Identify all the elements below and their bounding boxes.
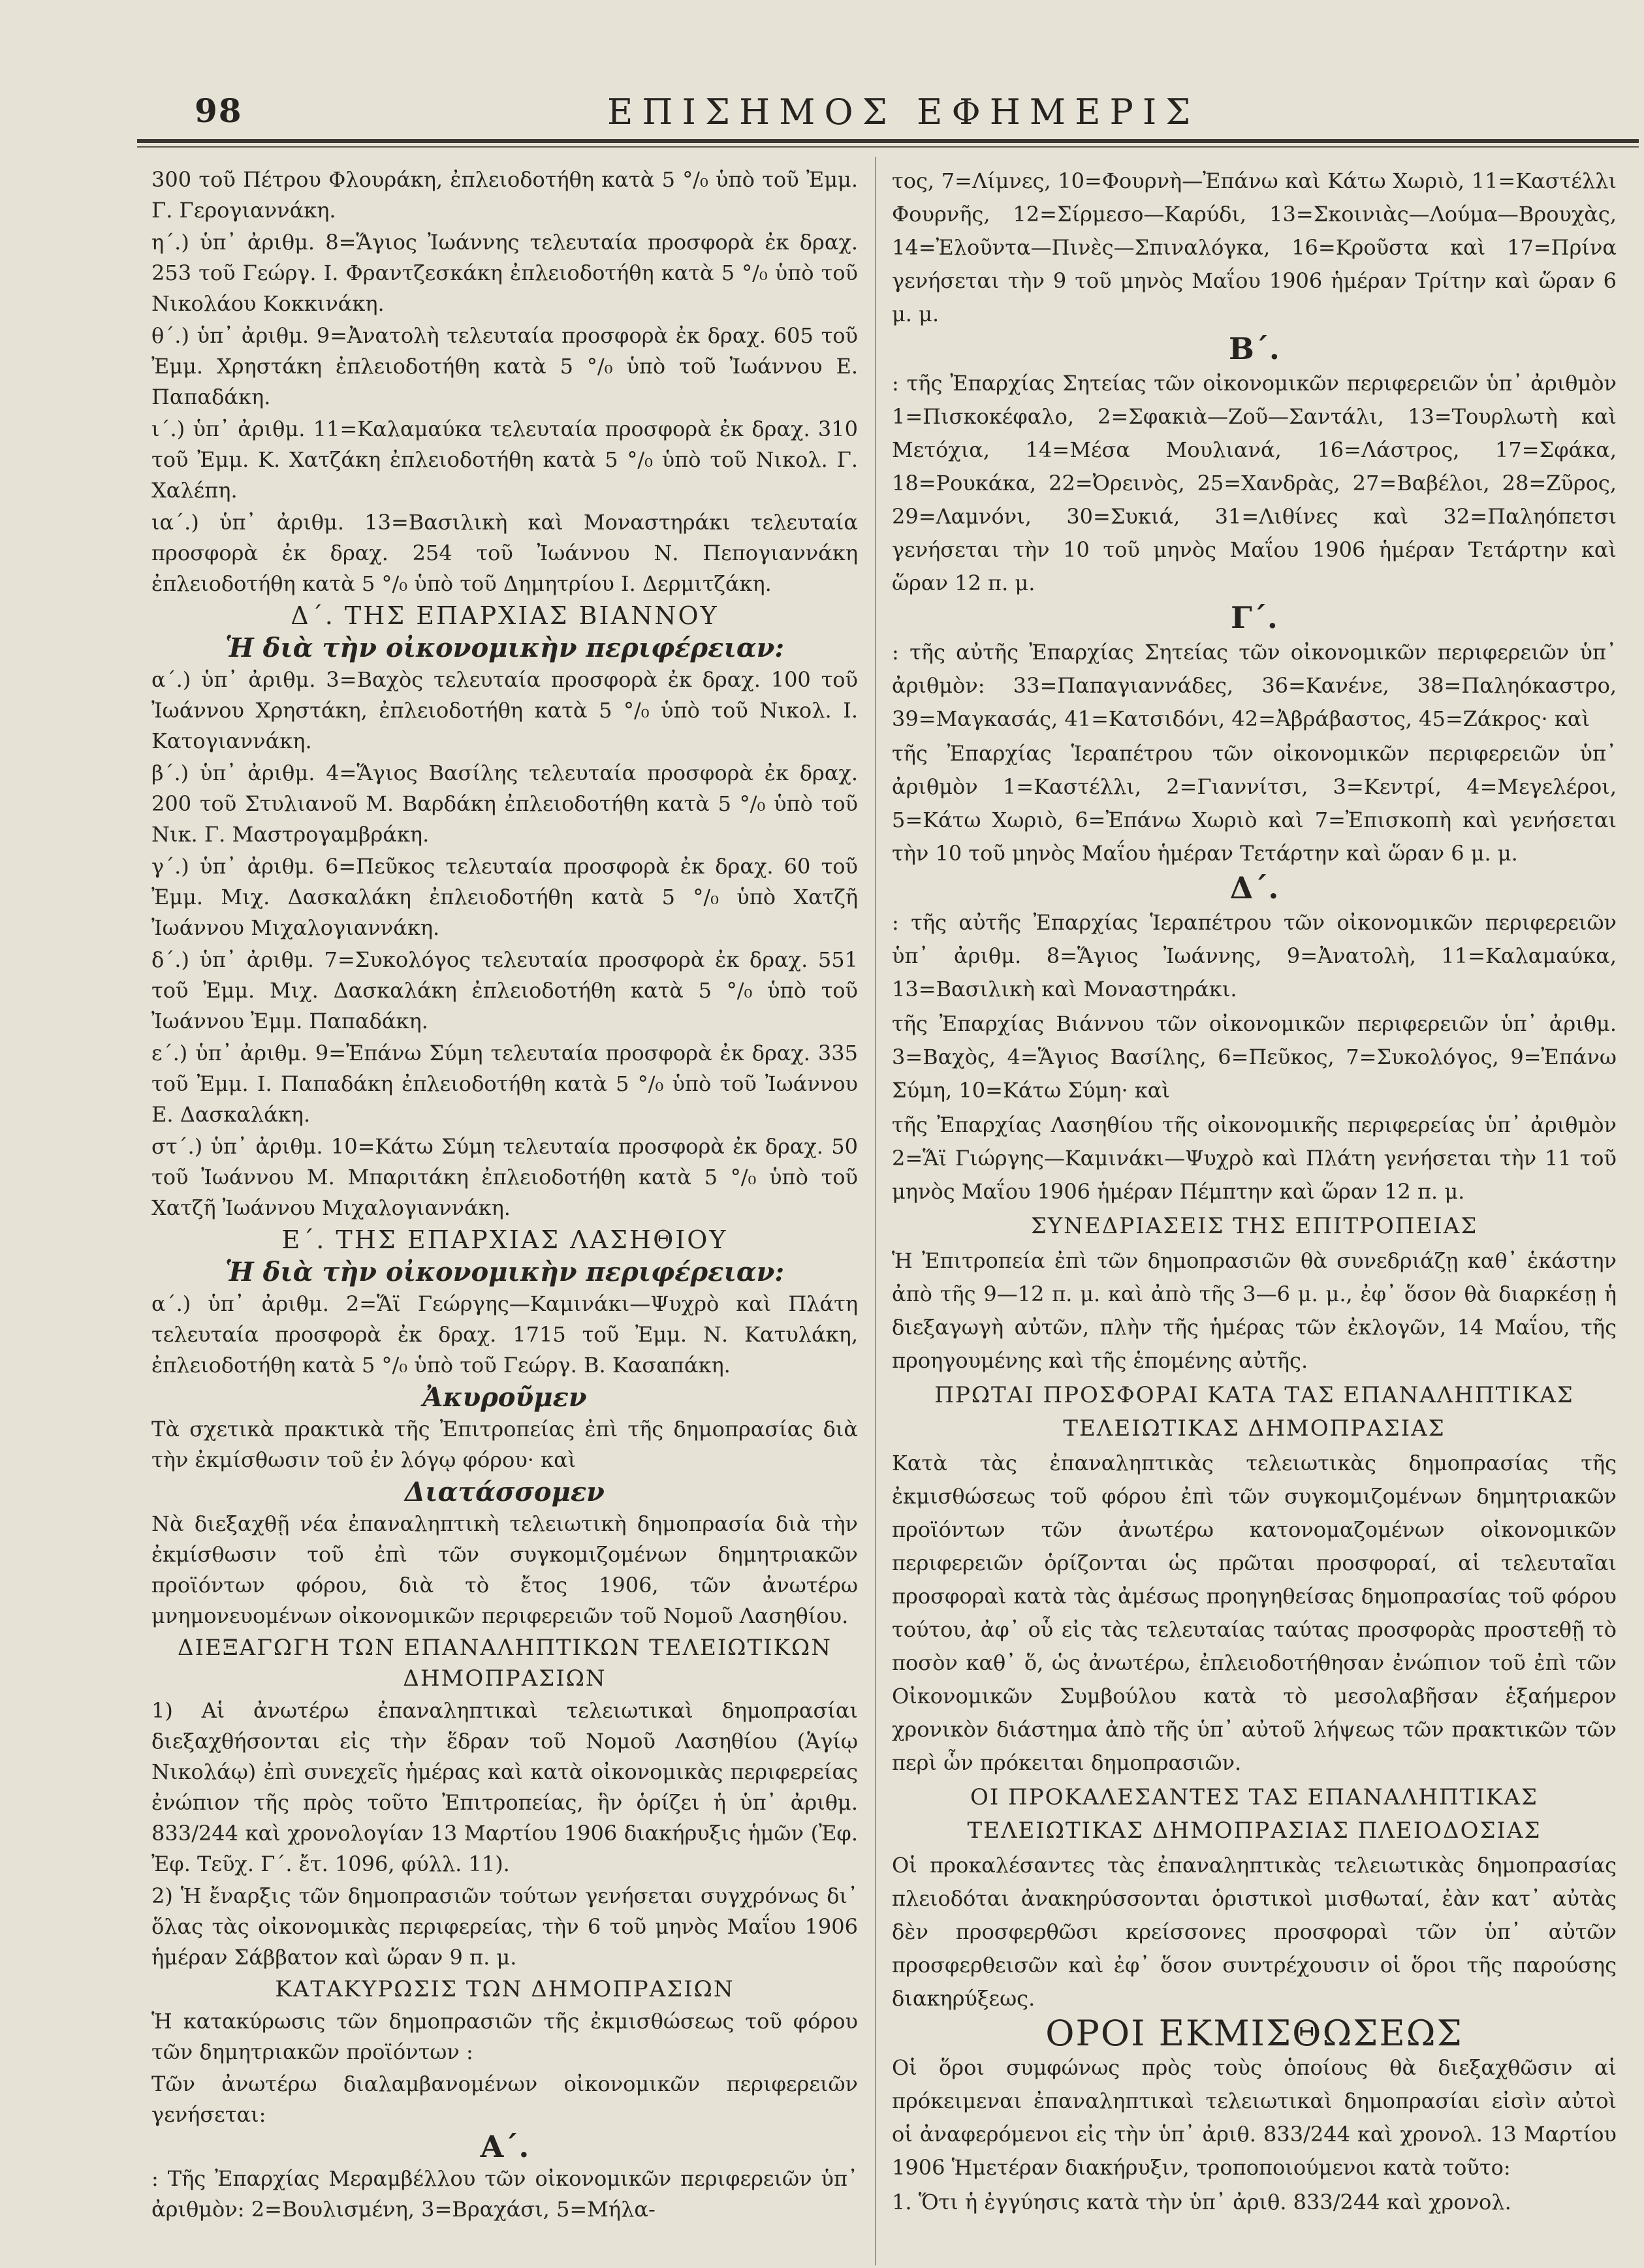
subsection-heading: ΚΑΤΑΚΥΡΩΣΙΣ ΤΩΝ ΔΗΜΟΠΡΑΣΙΩΝ [275, 1976, 735, 2002]
section-letter: Γ΄. [1231, 600, 1278, 635]
paragraph: Οἱ ὅροι συμφώνως πρὸς τοὺς ὁποίους θὰ διεξαχθῶσιν αἱ πρόκειμεναι ἐπαναληπτικαὶ τελειωτικαὶ δημοπρασίαι εἰσὶν αὐτοὶ οἱ ἀναφερόμενοι εἰς τὴν ὑπ᾿ ἀριθ. 833/244 καὶ χρονολ. 13 Μαρτίου 1906 Ἡμετέραν διακήρυξιν, τροποποιούμενοι κατὰ τοῦτο: [892, 2055, 1617, 2180]
italic-heading: Ἀκυροῦμεν [422, 1382, 587, 1413]
paragraph: τῆς Ἐπαρχίας Ἱεραπέτρου τῶν οἰκονομικῶν περιφερειῶν ὑπ᾿ ἀριθμὸν 1=Καστέλλι, 2=Γιαννίτσι, 3=Κεντρί, 4=Μεγελέροι, 5=Κάτω Χωριὸ, 6=Ἐπάνω Χωριὸ καὶ 7=Ἐπισκοπὴ καὶ γενήσεται τὴν 10 τοῦ μηνὸς Μαΐου ἡμέραν Τετάρτην καὶ ὥραν 6 μ. μ. [892, 741, 1617, 866]
italic-heading: Ἡ διὰ τὴν οἰκονομικὴν περιφέρειαν: [225, 1257, 785, 1287]
paragraph: : τῆς αὐτῆς Ἐπαρχίας Ἱεραπέτρου τῶν οἰκονομικῶν περιφερειῶν ὑπ᾿ ἀριθμ. 8=Ἅγιος Ἰωάννης, 9=Ἀνατολὴ, 11=Καλαμαύκα, 13=Βασιλικὴ καὶ Μοναστηράκι. [892, 910, 1617, 1001]
paragraph: Τὰ σχετικὰ πρακτικὰ τῆς Ἐπιτροπείας ἐπὶ τῆς δημοπρασίας διὰ τὴν ἐκμίσθωσιν τοῦ ἐν λόγῳ φόρου· καὶ [151, 1417, 858, 1472]
paragraph: τῆς Ἐπαρχίας Λασηθίου τῆς οἰκονομικῆς περιφερείας ὑπ᾿ ἀριθμὸν 2=Ἅϊ Γιώργης—Καμινάκι—Ψυχρὸ καὶ Πλάτη γενήσεται τὴν 11 τοῦ μηνὸς Μαΐου 1906 ἡμέραν Πέμπτην καὶ ὥραν 12 π. μ. [892, 1112, 1617, 1204]
paragraph: α΄.) ὑπ᾿ ἀριθμ. 2=Ἅϊ Γεώργης—Καμινάκι—Ψυχρὸ καὶ Πλάτη τελευταία προσφορὰ ἐκ δραχ. 1715 τοῦ Ἐμμ. Ν. Κατυλάκη, ἐπλειοδοτήθη κατὰ 5 °/₀ ὑπὸ τοῦ Γεώργ. Β. Κασαπάκη. [151, 1291, 858, 1378]
section-letter: Α΄. [480, 2129, 530, 2164]
section-heading: Ε΄. ΤΗΣ ΕΠΑΡΧΙΑΣ ΛΑΣΗΘΙΟΥ [281, 1225, 728, 1254]
paragraph: : τῆς αὐτῆς Ἐπαρχίας Σητείας τῶν οἰκονομικῶν περιφερειῶν ὑπ᾿ ἀριθμὸν: 33=Παπαγιαννάδες, 36=Κανένε, 38=Παληόκαστρο, 39=Μαγκασάς, 41=Κατσιδόνι, 42=Ἀβράβαστος, 45=Ζάκρος· καὶ [892, 640, 1617, 731]
paragraph: η΄.) ὑπ᾿ ἀριθμ. 8=Ἅγιος Ἰωάννης τελευταία προσφορὰ ἐκ δραχ. 253 τοῦ Γεώργ. Ι. Φραντζεσκάκη ἐπλειοδοτήθη κατὰ 5 °/₀ ὑπὸ τοῦ Νικολάου Κοκκινάκη. [151, 230, 858, 316]
paragraph: 300 τοῦ Πέτρου Φλουράκη, ἐπλειοδοτήθη κατὰ 5 °/₀ ὑπὸ τοῦ Ἐμμ. Γ. Γερογιαννάκη. [151, 167, 858, 223]
paragraph: α΄.) ὑπ᾿ ἀριθμ. 3=Βαχὸς τελευταία προσφορὰ ἐκ δραχ. 100 τοῦ Ἰωάννου Χρηστάκη, ἐπλειοδοτήθη κατὰ 5 °/₀ ὑπὸ τοῦ Νικολ. Ι. Κατογιαννάκη. [151, 667, 858, 753]
paragraph: 1) Αἱ ἀνωτέρω ἐπαναληπτικαὶ τελειωτικαὶ δημοπρασίαι διεξαχθήσονται εἰς τὴν ἕδραν τοῦ Νομοῦ Λασηθίου (Ἁγίῳ Νικολάῳ) ἐπὶ συνεχεῖς ἡμέρας καὶ κατὰ οἰκονομικὰς περιφερείας ἐνώπιον τῆς πρὸς τοῦτο Ἐπιτροπείας, ἣν ὁρίζει ἡ ὑπ᾿ ἀριθμ. 833/244 καὶ χρονολογίαν 13 Μαρτίου 1906 διακήρυξις ἡμῶν (Ἐφ. Ἐφ. Τεῦχ. Γ΄. ἔτ. 1096, φύλλ. 11). [151, 1698, 858, 1876]
paragraph: Νὰ διεξαχθῇ νέα ἐπαναληπτικὴ τελειωτικὴ δημοπρασία διὰ τὴν ἐκμίσθωσιν τοῦ ἐπὶ τῶν συγκομιζομένων δημητριακῶν προϊόντων φόρου, διὰ τὸ ἔτος 1906, τῶν ἀνωτέρω μνημονευομένων οἰκονομικῶν περιφερειῶν τοῦ Νομοῦ Λασηθίου. [151, 1511, 858, 1628]
paragraph: Κατὰ τὰς ἐπαναληπτικὰς τελειωτικὰς δημοπρασίας τῆς ἐκμισθώσεως τοῦ φόρου ἐπὶ τῶν συγκομιζομένων δημητριακῶν προϊόντων τῶν ἀνωτέρω κατονομαζομένων οἰκονομικῶν περιφερειῶν ὁρίζονται ὡς πρῶται προσφοραί, αἱ τελευταῖαι προσφοραὶ κατὰ τὰς ἀμέσως προηγηθείσας δημοπρασίας τοῦ φόρου τούτου, ἀφ᾿ οὗ εἰς τὰς τελευταίας ταύτας προσφορὰς προστεθῇ τὸ ποσὸν καθ᾿ ὅ, ὡς ἀνωτέρω, ἐπλειοδοτήθησαν ἐνώπιον τοῦ ἐπὶ τῶν Οἰκονομικῶν Συμβούλου κατὰ τὸ μεσολαβῆσαν ἑξαήμερον χρονικὸν διάστημα ἀπὸ τῆς ὑπ᾿ αὐτοῦ λήψεως τῶν πρακτικῶν τῶν περὶ ὧν πρόκειται δημοπρασιῶν. [892, 1451, 1617, 1775]
paragraph: δ΄.) ὑπ᾿ ἀριθμ. 7=Συκολόγος τελευταία προσφορὰ ἐκ δραχ. 551 τοῦ Ἐμμ. Μιχ. Δασκαλάκη ἐπλειοδοτήθη κατὰ 5 °/₀ ὑπὸ τοῦ Ἰωάννου Ἐμμ. Παπαδάκη. [151, 947, 858, 1033]
paragraph: ε΄.) ὑπ᾿ ἀριθμ. 9=Ἐπάνω Σύμη τελευταία προσφορὰ ἐκ δραχ. 335 τοῦ Ἐμμ. Ι. Παπαδάκη ἐπλειοδοτήθη κατὰ 5 °/₀ ὑπὸ τοῦ Ἰωάννου Ε. Δασκαλάκη. [151, 1041, 858, 1127]
running-title: ΕΠΙΣΗΜΟΣ ΕΦΗΜΕΡΙΣ [607, 91, 1200, 133]
section-letter: Δ΄. [1229, 870, 1279, 906]
paragraph: τῆς Ἐπαρχίας Βιάννου τῶν οἰκονομικῶν περιφερειῶν ὑπ᾿ ἀριθμ. 3=Βαχὸς, 4=Ἅγιος Βασίλης, 6=Πεῦκος, 7=Συκολόγος, 9=Ἐπάνω Σύμη, 10=Κάτω Σύμη· καὶ [892, 1011, 1617, 1103]
subsection-heading: ΣΥΝΕΔΡΙΑΣΕΙΣ ΤΗΣ ΕΠΙΤΡΟΠΕΙΑΣ [1030, 1213, 1478, 1239]
page-number: 98 [195, 91, 243, 130]
italic-heading: Ἡ διὰ τὴν οἰκονομικὴν περιφέρειαν: [225, 633, 785, 663]
column-divider [875, 157, 876, 2265]
paragraph: ι΄.) ὑπ᾿ ἀριθμ. 11=Καλαμαύκα τελευταία προσφορὰ ἐκ δραχ. 310 τοῦ Ἐμμ. Κ. Χατζάκη ἐπλειοδοτήθη κατὰ 5 °/₀ ὑπὸ τοῦ Νικολ. Γ. Χαλέπη. [151, 417, 858, 503]
paragraph: 1. Ὅτι ἡ ἐγγύησις κατὰ τὴν ὑπ᾿ ἀριθ. 833/244 καὶ χρονολ. [892, 2190, 1511, 2214]
paragraph: στ΄.) ὑπ᾿ ἀριθμ. 10=Κάτω Σύμη τελευταία προσφορὰ ἐκ δραχ. 50 τοῦ Ἰωάννου Μ. Μπαριτάκη ἐπλειοδοτήθη κατὰ 5 °/₀ ὑπὸ τοῦ Χατζῆ Ἰωάννου Μιχαλογιαννάκη. [151, 1134, 858, 1220]
paragraph: ια΄.) ὑπ᾿ ἀριθμ. 13=Βασιλικὴ καὶ Μοναστηράκι τελευταία προσφορὰ ἐκ δραχ. 254 τοῦ Ἰωάννου Ν. Πεπογιαννάκη ἐπλειοδοτήθη κατὰ 5 °/₀ ὑπὸ τοῦ Δημητρίου Ι. Δερμιτζάκη. [151, 510, 858, 596]
header-rule [137, 139, 1639, 143]
paragraph: γ΄.) ὑπ᾿ ἀριθμ. 6=Πεῦκος τελευταία προσφορὰ ἐκ δραχ. 60 τοῦ Ἐμμ. Μιχ. Δασκαλάκη ἐπλειοδοτήθη κατὰ 5 °/₀ ὑπὸ Χατζῆ Ἰωάννου Μιχαλογιαννάκη. [151, 854, 858, 940]
header-rule-thin [137, 146, 1639, 148]
paragraph: θ΄.) ὑπ᾿ ἀριθμ. 9=Ἀνατολὴ τελευταία προσφορὰ ἐκ δραχ. 605 τοῦ Ἐμμ. Χρηστάκη ἐπλειοδοτήθη κατὰ 5 °/₀ ὑπὸ τοῦ Ἰωάννου Ε. Παπαδάκη. [151, 323, 858, 409]
left-column [151, 165, 858, 2226]
section-heading: Δ΄. ΤΗΣ ΕΠΑΡΧΙΑΣ ΒΙΑΝΝΟΥ [291, 601, 719, 630]
paragraph: 2) Ἡ ἔναρξις τῶν δημοπρασιῶν τούτων γενήσεται συγχρόνως δι᾿ ὅλας τὰς οἰκονομικὰς περιφερείας, τὴν 6 τοῦ μηνὸς Μαΐου 1906 ἡμέραν Σάββατον καὶ ὥραν 9 π. μ. [151, 1883, 858, 1970]
paragraph: Ἡ Ἐπιτροπεία ἐπὶ τῶν δημοπρασιῶν θὰ συνεδριάζῃ καθ᾿ ἑκάστην ἀπὸ τῆς 9—12 π. μ. καὶ ἀπὸ τῆς 3—6 μ. μ., ἐφ᾿ ὅσον θὰ διαρκέσῃ ἡ διεξαγωγὴ αὐτῶν, πλὴν τῆς ἡμέρας τῶν ἐκλογῶν, 14 Μαΐου, τῆς προηγουμένης καὶ τῆς ἑπομένης αὐτῆς. [892, 1248, 1617, 1373]
paragraph: τος, 7=Λίμνες, 10=Φουρνὴ—Ἐπάνω καὶ Κάτω Χωριὸ, 11=Καστέλλι Φουρνῆς, 12=Σίρμεσο—Καρύδι, 13=Σκοινιὰς—Λούμα—Βρουχὰς, 14=Ἐλοῦντα—Πινὲς—Σπιναλόγκα, 16=Κροῦστα καὶ 17=Πρίνα γενήσεται τὴν 9 τοῦ μηνὸς Μαΐου 1906 ἡμέραν Τρίτην καὶ ὥραν 6 μ. μ. [892, 168, 1617, 326]
paragraph: Ἡ κατακύρωσις τῶν δημοπρασιῶν τῆς ἐκμισθώσεως τοῦ φόρου τῶν δημητριακῶν προϊόντων : [151, 2009, 858, 2064]
section-letter: Β΄. [1229, 331, 1280, 366]
paragraph: Οἱ προκαλέσαντες τὰς ἐπαναληπτικὰς τελειωτικὰς δημοπρασίας πλειοδόται ἀνακηρύσσονται ὁριστικοὶ μισθωταί, ἐὰν κατ᾿ αὐτὰς δὲν προσφερθῶσι κρείσσονες προσφοραὶ τῶν ὑπ᾿ αὐτῶν προσφερθεισῶν καὶ ἐφ᾿ ὅσον συντρέχουσιν οἱ ὅροι τῆς παρούσης διακηρύξεως. [892, 1853, 1617, 2011]
main-title: ΟΡΟΙ ΕΚΜΙΣΘΩΣΕΩΣ [1045, 2013, 1463, 2054]
subsection-heading: ΟΙ ΠΡΟΚΑΛΕΣΑΝΤΕΣ ΤΑΣ ΕΠΑΝΑΛΗΠΤΙΚΑΣ ΤΕΛΕΙΩΤΙΚΑΣ ΔΗΜΟΠΡΑΣΙΑΣ ΠΛΕΙΟΔΟΣΙΑΣ [967, 1784, 1541, 1844]
paragraph: β΄.) ὑπ᾿ ἀριθμ. 4=Ἅγιος Βασίλης τελευταία προσφορὰ ἐκ δραχ. 200 τοῦ Στυλιανοῦ Μ. Βαρδάκη ἐπλειοδοτήθη κατὰ 5 °/₀ ὑπὸ τοῦ Νικ. Γ. Μαστρογαμβράκη. [151, 761, 858, 847]
subsection-heading: ΠΡΩΤΑΙ ΠΡΟΣΦΟΡΑΙ ΚΑΤΑ ΤΑΣ ΕΠΑΝΑΛΗΠΤΙΚΑΣ ΤΕΛΕΙΩΤΙΚΑΣ ΔΗΜΟΠΡΑΣΙΑΣ [934, 1382, 1574, 1441]
paragraph: : Τῆς Ἐπαρχίας Μεραμβέλλου τῶν οἰκονομικῶν περιφερειῶν ὑπ᾿ ἀριθμὸν: 2=Βουλισμένη, 3=Βραχάσι, 5=Μήλα- [151, 2166, 858, 2222]
paragraph: Τῶν ἀνωτέρω διαλαμβανομένων οἰκονομικῶν περιφερειῶν γενήσεται: [151, 2071, 858, 2127]
paragraph: : τῆς Ἐπαρχίας Σητείας τῶν οἰκονομικῶν περιφερειῶν ὑπ᾿ ἀριθμὸν 1=Πισκοκέφαλο, 2=Σφακιὰ—Ζοῦ—Σαντάλι, 13=Τουρλωτὴ καὶ Μετόχια, 14=Μέσα Μουλιανά, 16=Λάστρος, 17=Σφάκα, 18=Ρουκάκα, 22=Ὀρεινὸς, 25=Χανδρὰς, 27=Βαβέλοι, 28=Ζῦρος, 29=Λαμνόνι, 30=Συκιά, 31=Λιθίνες καὶ 32=Παληόπετσι γενήσεται τὴν 10 τοῦ μηνὸς Μαΐου 1906 ἡμέραν Τετάρτην καὶ ὥραν 12 π. μ. [892, 371, 1617, 595]
italic-heading: Διατάσσομεν [405, 1477, 605, 1507]
right-column [892, 165, 1617, 2220]
subsection-heading: ΔΙΕΞΑΓΩΓΗ ΤΩΝ ΕΠΑΝΑΛΗΠΤΙΚΩΝ ΤΕΛΕΙΩΤΙΚΩΝ ΔΗΜΟΠΡΑΣΙΩΝ [178, 1635, 832, 1692]
